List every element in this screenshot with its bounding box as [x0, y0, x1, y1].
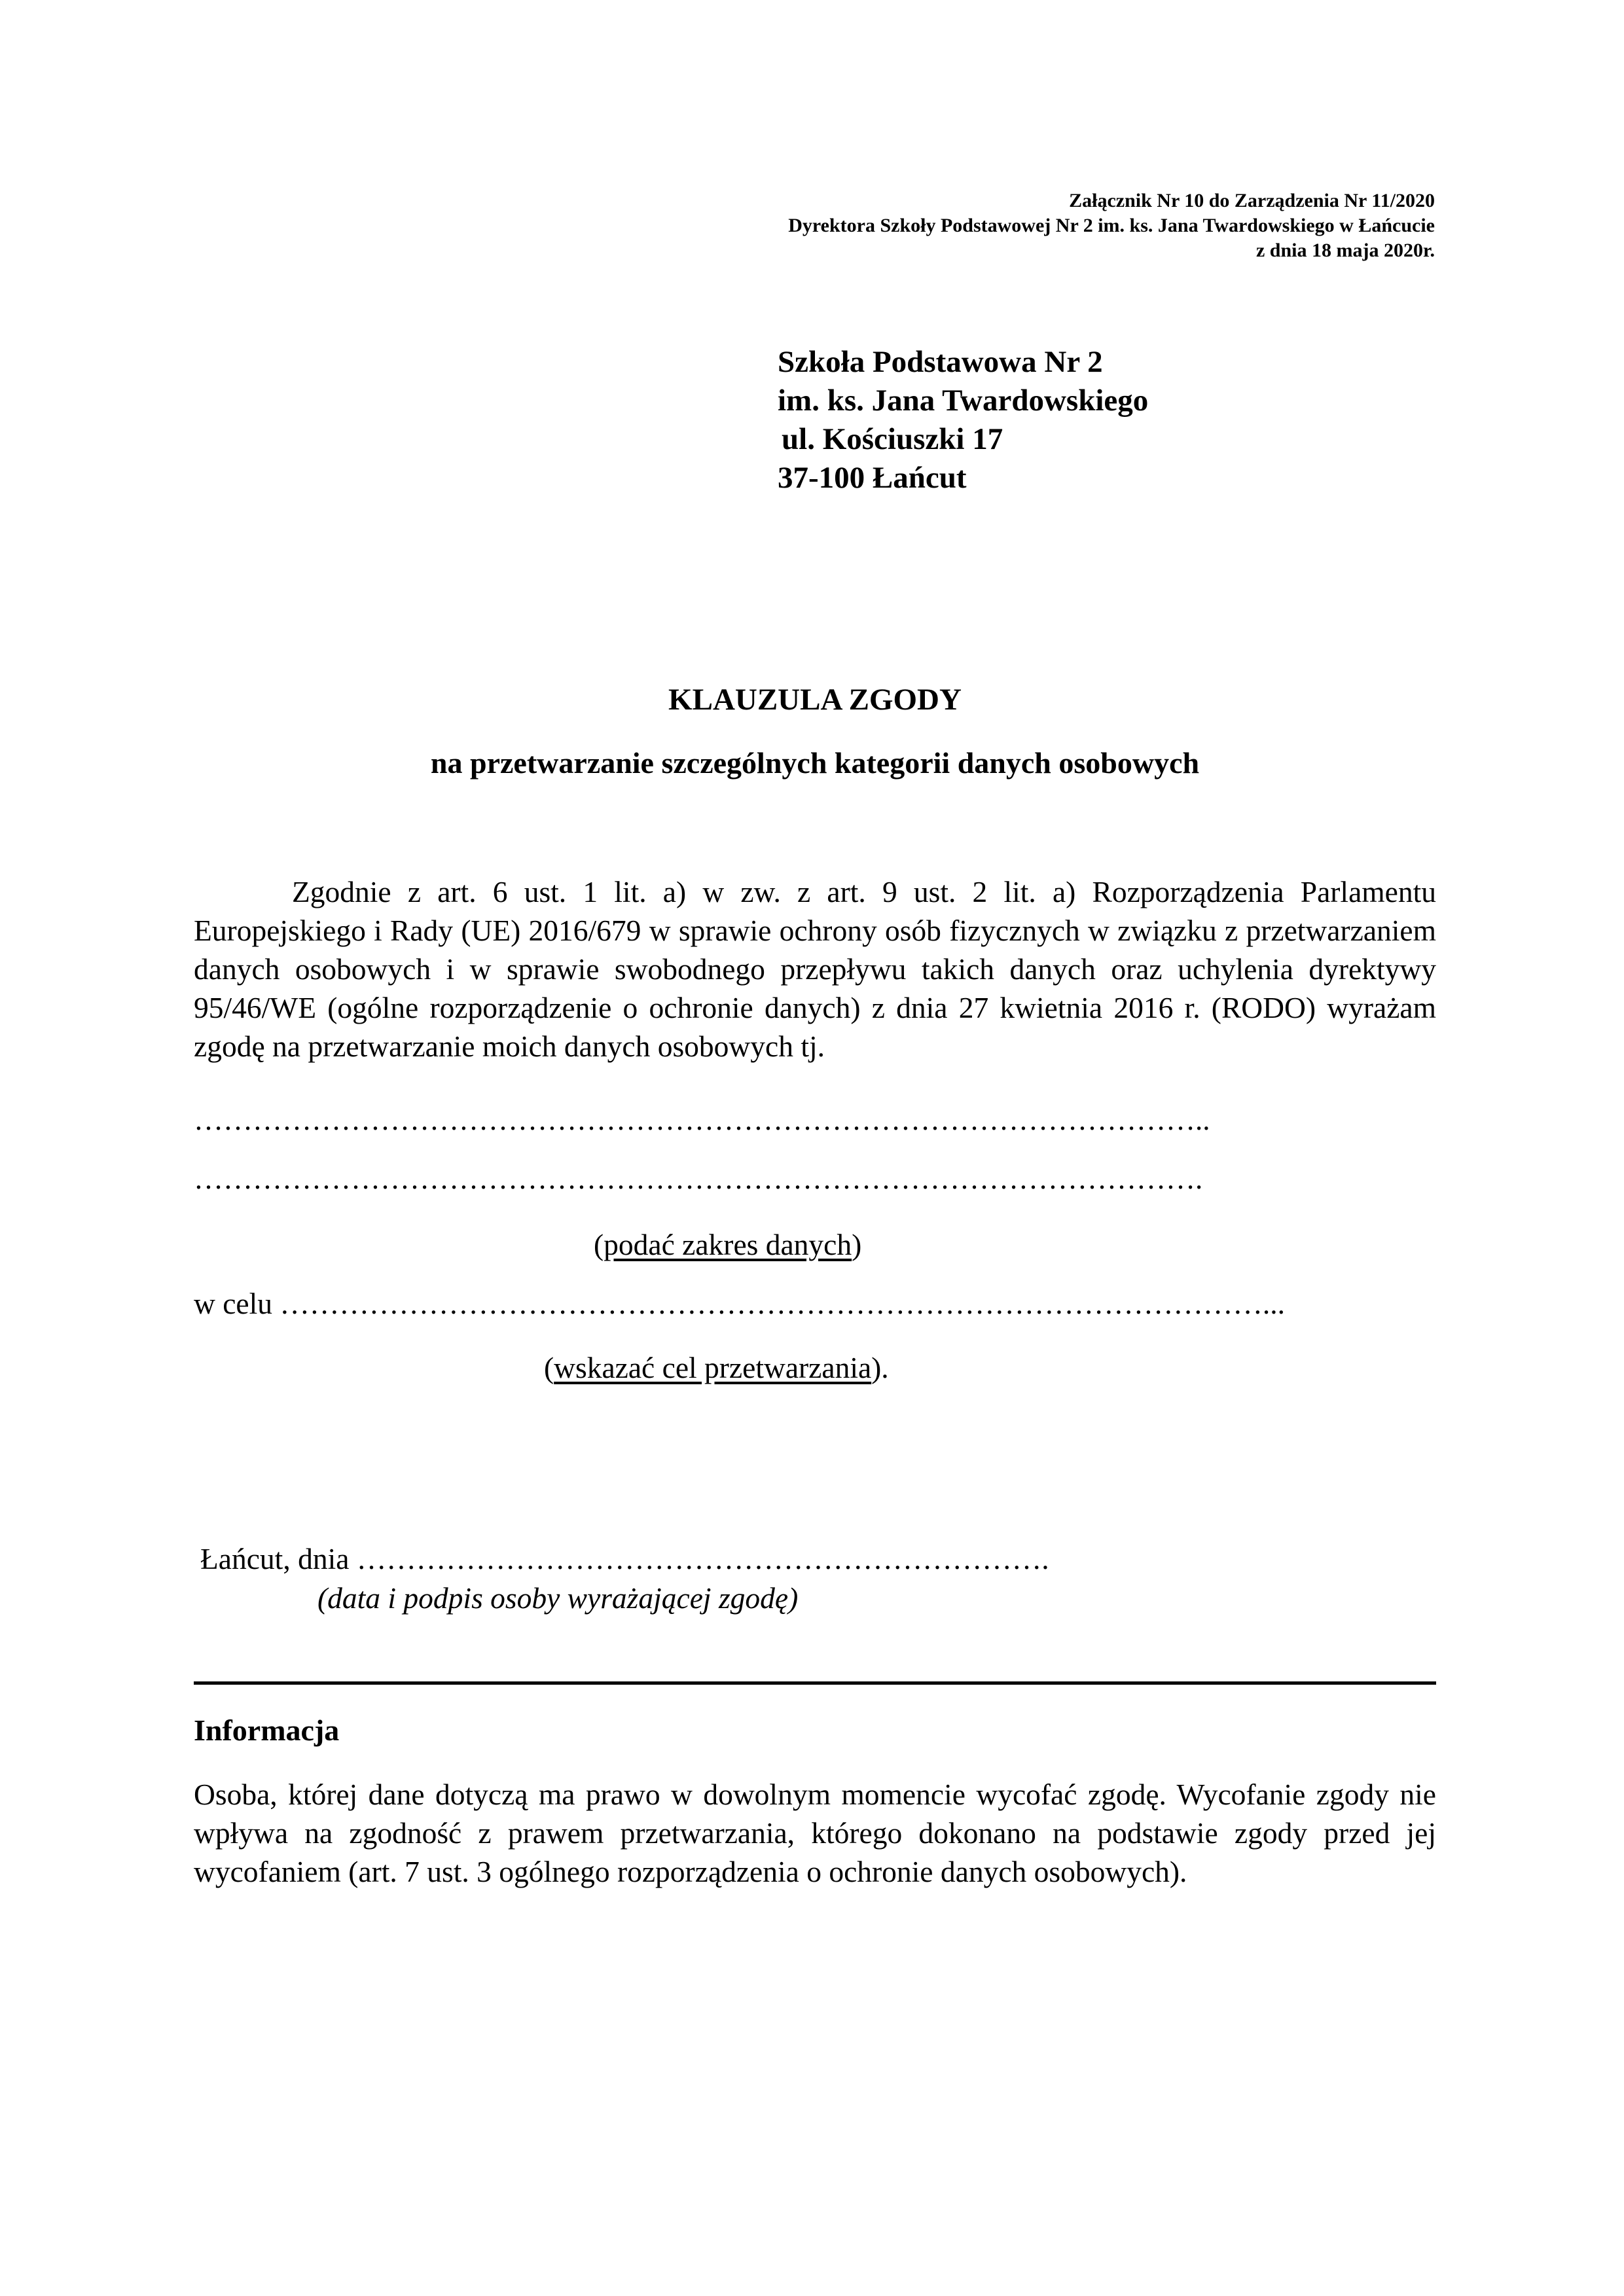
- attachment-note: [518, 188, 1435, 263]
- place-date-label: Łańcut, dnia: [200, 1542, 350, 1575]
- consent-paragraph: Zgodnie z art. 6 ust. 1 lit. a) w zw. z art. 9 ust. 2 lit. a) Rozporządzenia Parlamentu Europejskiego i Rady (UE) 2016/679 w sprawie ochrony osób fizycznych w związku z przetwarzaniem danych osobowych i w sprawie swobodnego przepływu takich danych oraz uchylenia dyrektywy 95/46/WE (ogólne rozporządzenie o ochronie danych) z dnia 27 kwietnia 2016 r. (RODO) wyrażam zgodę na przetwarzanie moich danych osobowych tj.: [194, 875, 1436, 1063]
- info-heading: Informacja: [194, 1713, 340, 1747]
- signature-hint: (data i podpis osoby wyrażającej zgodę): [317, 1581, 799, 1615]
- place-date-line: [200, 1539, 1049, 1578]
- data-scope-fill-line-2: ………………………………………………………………………………………….: [194, 1162, 1203, 1195]
- school-street: ul. Kościuszki 17: [782, 422, 1003, 456]
- purpose-label: w celu: [194, 1287, 273, 1320]
- document-title: KLAUZULA ZGODY: [668, 683, 962, 717]
- place-date-fill-dots: …………………………………………………………….: [356, 1542, 1049, 1575]
- school-patron: im. ks. Jana Twardowskiego: [778, 384, 1149, 418]
- data-scope-hint: (podać zakres danych): [594, 1228, 862, 1261]
- document-subtitle: na przetwarzanie szczególnych kategorii danych osobowych: [430, 746, 1200, 780]
- school-city: 37-100 Łańcut: [778, 461, 967, 495]
- purpose-line: [194, 1284, 1436, 1323]
- data-scope-fill-line-1: …………………………………………………………………………………………..: [194, 1103, 1210, 1136]
- purpose-hint: (wskazać cel przetwarzania).: [544, 1351, 889, 1384]
- school-address: [778, 343, 1148, 497]
- attachment-line-2: Dyrektora Szkoły Podstawowej Nr 2 im. ks. Jana Twardowskiego w Łańcucie: [788, 215, 1435, 236]
- school-name: Szkoła Podstawowa Nr 2: [778, 345, 1103, 379]
- attachment-line-3: z dnia 18 maja 2020r.: [1255, 240, 1435, 261]
- purpose-fill-dots: ………………………………………………………………………………………...: [280, 1287, 1286, 1320]
- horizontal-rule: [194, 1681, 1436, 1685]
- info-text: Osoba, której dane dotyczą ma prawo w dowolnym momencie wycofać zgodę. Wycofanie zgody nie wpływa na zgodność z prawem przetwarzania, którego dokonano na podstawie zgody przed jej wycofaniem (art. 7 ust. 3 ogólnego rozporządzenia o ochronie danych osobowych).: [194, 1778, 1436, 1888]
- attachment-line-1: Załącznik Nr 10 do Zarządzenia Nr 11/2020: [1069, 190, 1435, 211]
